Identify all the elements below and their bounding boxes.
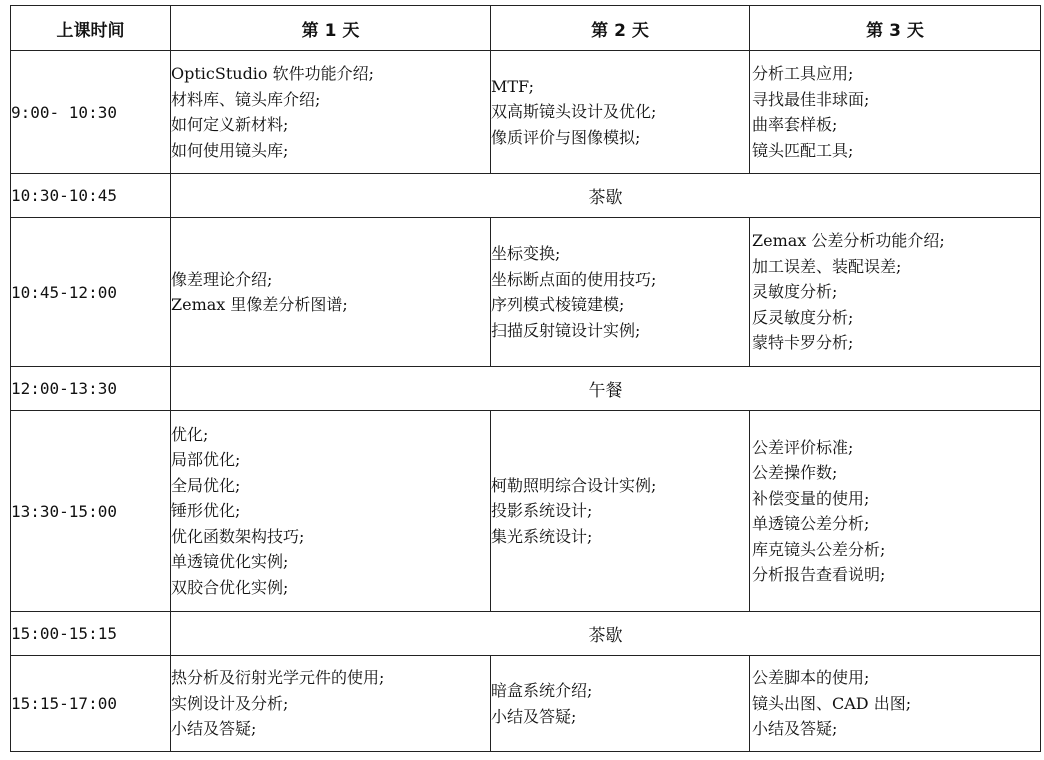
- topic-line: 单透镜公差分析;: [752, 514, 870, 533]
- topic-line: 全局优化;: [171, 475, 241, 495]
- topic-line: 小结及答疑;: [752, 719, 838, 739]
- topic-line: 反灵敏度分析;: [752, 307, 854, 327]
- topic-line: 暗盒系统介绍;: [491, 681, 593, 700]
- header-row: [11, 6, 1041, 51]
- header-time: 上课时间: [11, 6, 171, 51]
- day-3-topics: [750, 411, 1041, 612]
- topic-line: 灵敏度分析;: [752, 282, 838, 302]
- topic-line: 双高斯镜头设计及优化;: [491, 102, 657, 122]
- table-row: [11, 174, 1041, 218]
- time-slot: 12:00-13:30: [11, 367, 171, 411]
- topic-line: 优化函数架构技巧;: [171, 526, 305, 546]
- topic-line: 集光系统设计;: [491, 526, 593, 546]
- day-3-topics: [750, 218, 1041, 367]
- topic-line: 小结及答疑;: [491, 706, 577, 726]
- topic-line: 分析工具应用;: [752, 64, 854, 83]
- topic-line: 库克镜头公差分析;: [752, 539, 886, 559]
- topic-line: 蒙特卡罗分析;: [752, 333, 854, 353]
- topic-line: 单透镜优化实例;: [171, 552, 289, 572]
- topic-line: 序列模式棱镜建模;: [491, 295, 625, 314]
- topic-line: 小结及答疑;: [171, 719, 257, 739]
- topic-line: 热分析及衍射光学元件的使用;: [171, 668, 385, 688]
- table-row: [11, 367, 1041, 411]
- table-row: [11, 218, 1041, 367]
- topic-line: 镜头匹配工具;: [752, 140, 854, 160]
- day-1-topics: [171, 218, 491, 367]
- break-label: 茶歇: [171, 612, 1041, 656]
- topic-line: 局部优化;: [171, 450, 241, 470]
- table-row: [11, 411, 1041, 612]
- table-row: [11, 612, 1041, 656]
- topic-line: Zemax 公差分析功能介绍;: [752, 231, 945, 251]
- day-1-topics: [171, 51, 491, 174]
- topic-line: 实例设计及分析;: [171, 693, 289, 713]
- course-schedule-table: [10, 5, 1041, 752]
- header-day-2: 第 2 天: [491, 6, 750, 51]
- time-slot: 15:15-17:00: [11, 656, 171, 752]
- topic-line: 公差操作数;: [752, 463, 838, 482]
- day-1-topics: [171, 656, 491, 752]
- topic-line: 补偿变量的使用;: [752, 488, 870, 508]
- table-row: [11, 656, 1041, 752]
- day-3-topics: [750, 656, 1041, 752]
- topic-line: Zemax 里像差分析图谱;: [171, 295, 348, 314]
- topic-line: 公差脚本的使用;: [752, 668, 870, 688]
- time-slot: 9:00- 10:30: [11, 51, 171, 174]
- topic-line: 如何定义新材料;: [171, 115, 289, 134]
- topic-line: MTF;: [491, 76, 534, 96]
- table-row: [11, 51, 1041, 174]
- topic-line: 分析报告查看说明;: [752, 565, 886, 584]
- topic-line: 坐标变换;: [491, 244, 561, 263]
- topic-line: 双胶合优化实例;: [171, 577, 289, 597]
- topic-line: 像差理论介绍;: [171, 269, 273, 289]
- header-day-3: 第 3 天: [750, 6, 1041, 51]
- topic-line: 投影系统设计;: [491, 501, 593, 521]
- topic-line: 柯勒照明综合设计实例;: [491, 475, 657, 495]
- day-2-topics: [491, 411, 750, 612]
- time-slot: 13:30-15:00: [11, 411, 171, 612]
- day-3-topics: [750, 51, 1041, 174]
- topic-line: 曲率套样板;: [752, 115, 838, 134]
- topic-line: 优化;: [171, 424, 209, 444]
- header-day-1: 第 1 天: [171, 6, 491, 51]
- topic-line: 加工误差、装配误差;: [752, 256, 902, 276]
- topic-line: 材料库、镜头库介绍;: [171, 89, 321, 109]
- day-2-topics: [491, 218, 750, 367]
- topic-line: 坐标断点面的使用技巧;: [491, 269, 657, 289]
- day-2-topics: [491, 656, 750, 752]
- time-slot: 10:30-10:45: [11, 174, 171, 218]
- break-label: 茶歇: [171, 174, 1041, 218]
- topic-line: 镜头出图、CAD 出图;: [752, 693, 912, 713]
- lunch-label: 午餐: [171, 367, 1041, 411]
- topic-line: 像质评价与图像模拟;: [491, 127, 641, 147]
- topic-line: 寻找最佳非球面;: [752, 89, 870, 109]
- topic-line: 扫描反射镜设计实例;: [491, 320, 641, 340]
- topic-line: 如何使用镜头库;: [171, 140, 289, 160]
- day-1-topics: [171, 411, 491, 612]
- topic-line: OpticStudio 软件功能介绍;: [171, 64, 375, 83]
- topic-line: 公差评价标准;: [752, 437, 854, 457]
- time-slot: 10:45-12:00: [11, 218, 171, 367]
- time-slot: 15:00-15:15: [11, 612, 171, 656]
- topic-line: 锤形优化;: [171, 501, 241, 521]
- day-2-topics: [491, 51, 750, 174]
